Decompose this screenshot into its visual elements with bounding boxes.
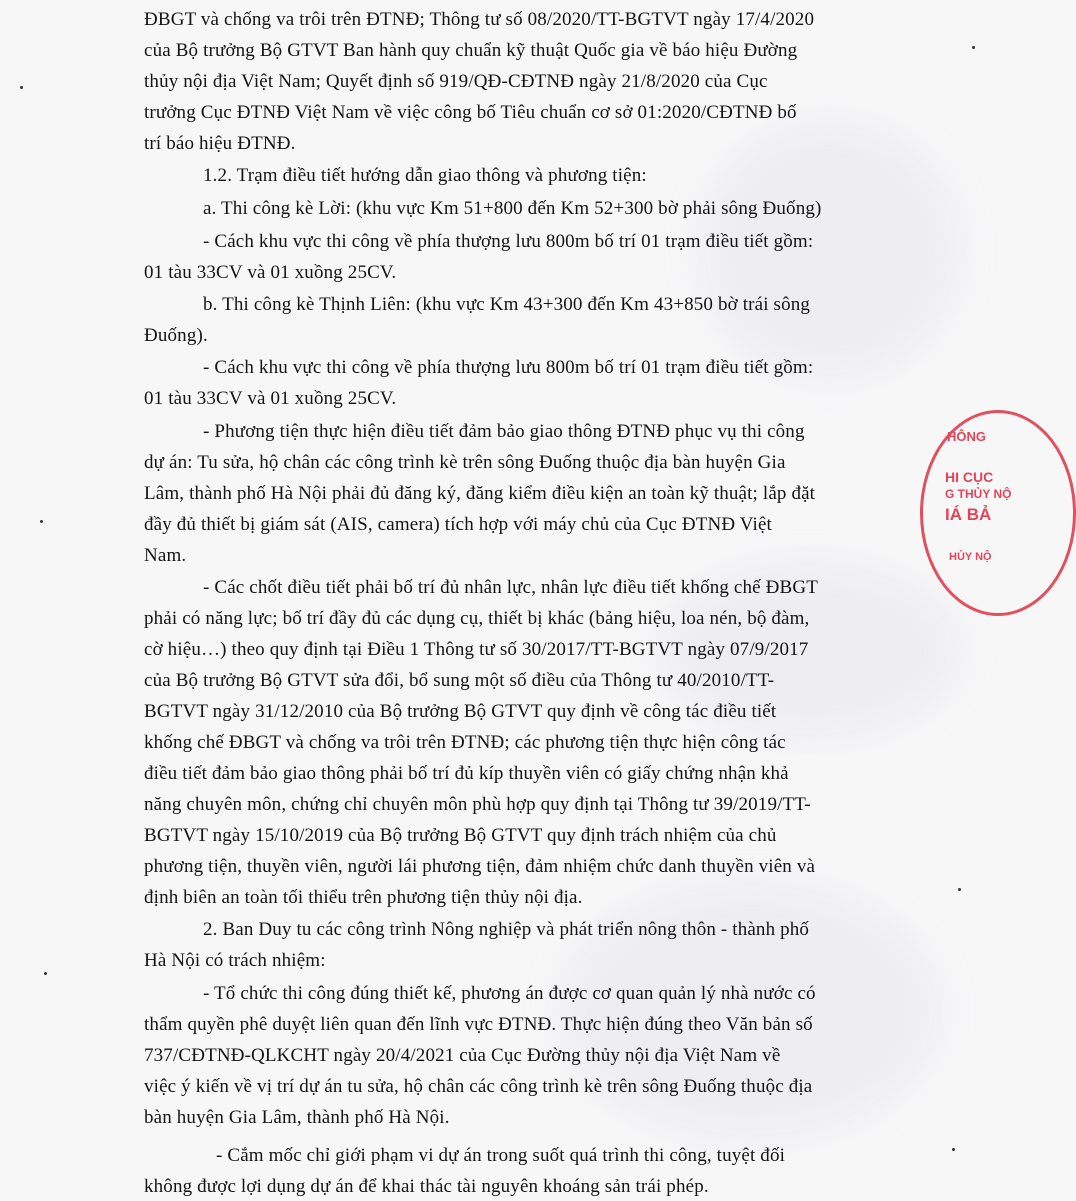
- text-line: Đuống).: [144, 325, 208, 346]
- text-line: BGTVT ngày 31/12/2010 của Bộ trưởng Bộ GTVT quy định về công tác điều tiết: [144, 701, 777, 722]
- text-line: phương tiện, thuyền viên, người lái phương tiện, đảm nhiệm chức danh thuyền viên và: [144, 856, 816, 877]
- text-line: thẩm quyền phê duyệt liên quan đến lĩnh vực ĐTNĐ. Thực hiện đúng theo Văn bản số: [144, 1014, 813, 1035]
- text-line: năng chuyên môn, chứng chỉ chuyên môn phù hợp quy định tại Thông tư 39/2019/TT-: [144, 794, 811, 815]
- stamp-text: IÁ BẢ: [945, 505, 992, 524]
- stamp-text: HỦY NỘ: [949, 551, 992, 563]
- section-heading: 1.2. Trạm điều tiết hướng dẫn giao thông và phương tiện:: [203, 165, 647, 186]
- text-line: - Cách khu vực thi công về phía thượng lưu 800m bố trí 01 trạm điều tiết gồm:: [203, 231, 814, 252]
- text-line: dự án: Tu sửa, hộ chân các công trình kè trên sông Đuống thuộc địa bàn huyện Gia: [144, 452, 786, 473]
- scan-speck: [972, 46, 975, 49]
- text-line: - Phương tiện thực hiện điều tiết đảm bảo giao thông ĐTNĐ phục vụ thi công: [203, 421, 805, 442]
- text-line: không được lợi dụng dự án để khai thác tài nguyên khoáng sản trái phép.: [144, 1176, 709, 1197]
- text-line: Lâm, thành phố Hà Nội phải đủ đăng ký, đăng kiểm điều kiện an toàn kỹ thuật; lắp đặt: [144, 483, 816, 504]
- text-line: của Bộ trưởng Bộ GTVT Ban hành quy chuẩn kỹ thuật Quốc gia về báo hiệu Đường: [144, 40, 798, 61]
- text-line: - Tổ chức thi công đúng thiết kế, phương án được cơ quan quản lý nhà nước có: [203, 983, 816, 1004]
- text-line: phải có năng lực; bố trí đầy đủ các dụng cụ, thiết bị khác (bảng hiệu, loa nén, bộ đàm,: [144, 608, 810, 629]
- stamp-text: G THỦY NỘ: [945, 487, 1012, 501]
- stamp-text: HI CỤC: [945, 469, 994, 485]
- text-line: điều tiết đảm bảo giao thông phải bố trí đủ kíp thuyền viên có giấy chứng nhận khả: [144, 763, 789, 784]
- text-line: cờ hiệu…) theo quy định tại Điều 1 Thông tư số 30/2017/TT-BGTVT ngày 07/9/2017: [144, 639, 809, 660]
- text-line: BGTVT ngày 15/10/2019 của Bộ trưởng Bộ GTVT quy định trách nhiệm của chủ: [144, 825, 777, 846]
- scan-speck: [958, 888, 961, 891]
- text-line: định biên an toàn tối thiểu trên phương tiện thủy nội địa.: [144, 887, 583, 908]
- text-line: khống chế ĐBGT và chống va trôi trên ĐTNĐ; các phương tiện thực hiện công tác: [144, 732, 786, 753]
- text-line: bàn huyện Gia Lâm, thành phố Hà Nội.: [144, 1107, 450, 1128]
- section-heading: 2. Ban Duy tu các công trình Nông nghiệp và phát triển nông thôn - thành phố: [203, 919, 810, 940]
- scan-speck: [952, 1148, 955, 1151]
- scan-speck: [20, 86, 23, 89]
- text-line: Hà Nội có trách nhiệm:: [144, 950, 326, 971]
- text-line: của Bộ trưởng Bộ GTVT sửa đổi, bổ sung một số điều của Thông tư 40/2010/TT-: [144, 670, 775, 691]
- scan-speck: [44, 972, 47, 975]
- text-line: ĐBGT và chống va trôi trên ĐTNĐ; Thông tư số 08/2020/TT-BGTVT ngày 17/4/2020: [144, 9, 815, 30]
- text-line: trí báo hiệu ĐTNĐ.: [144, 133, 296, 154]
- text-line: thủy nội địa Việt Nam; Quyết định số 919/QĐ-CĐTNĐ ngày 21/8/2020 của Cục: [144, 71, 768, 92]
- text-line: việc ý kiến về vị trí dự án tu sửa, hộ chân các công trình kè trên sông Đuống thuộc địa: [144, 1076, 813, 1097]
- official-stamp: [920, 410, 1076, 616]
- text-line: đầy đủ thiết bị giám sát (AIS, camera) tích hợp với máy chủ của Cục ĐTNĐ Việt: [144, 514, 772, 535]
- text-line: b. Thi công kè Thịnh Liên: (khu vực Km 43+300 đến Km 43+850 bờ trái sông: [203, 294, 811, 315]
- text-line: trưởng Cục ĐTNĐ Việt Nam về việc công bố Tiêu chuẩn cơ sở 01:2020/CĐTNĐ bố: [144, 102, 797, 123]
- text-line: 01 tàu 33CV và 01 xuồng 25CV.: [144, 388, 397, 409]
- scan-speck: [40, 520, 43, 523]
- text-line: Nam.: [144, 545, 187, 566]
- text-line: - Cắm mốc chỉ giới phạm vi dự án trong suốt quá trình thi công, tuyệt đối: [216, 1145, 786, 1166]
- text-line: a. Thi công kè Lời: (khu vực Km 51+800 đến Km 52+300 bờ phải sông Đuống): [203, 198, 822, 219]
- text-line: - Cách khu vực thi công về phía thượng lưu 800m bố trí 01 trạm điều tiết gồm:: [203, 357, 814, 378]
- text-line: - Các chốt điều tiết phải bố trí đủ nhân lực, nhân lực điều tiết khống chế ĐBGT: [203, 577, 818, 598]
- stamp-text: HÔNG: [947, 429, 986, 444]
- text-line: 01 tàu 33CV và 01 xuồng 25CV.: [144, 262, 397, 283]
- text-line: 737/CĐTNĐ-QLKCHT ngày 20/4/2021 của Cục Đường thủy nội địa Việt Nam về: [144, 1045, 781, 1066]
